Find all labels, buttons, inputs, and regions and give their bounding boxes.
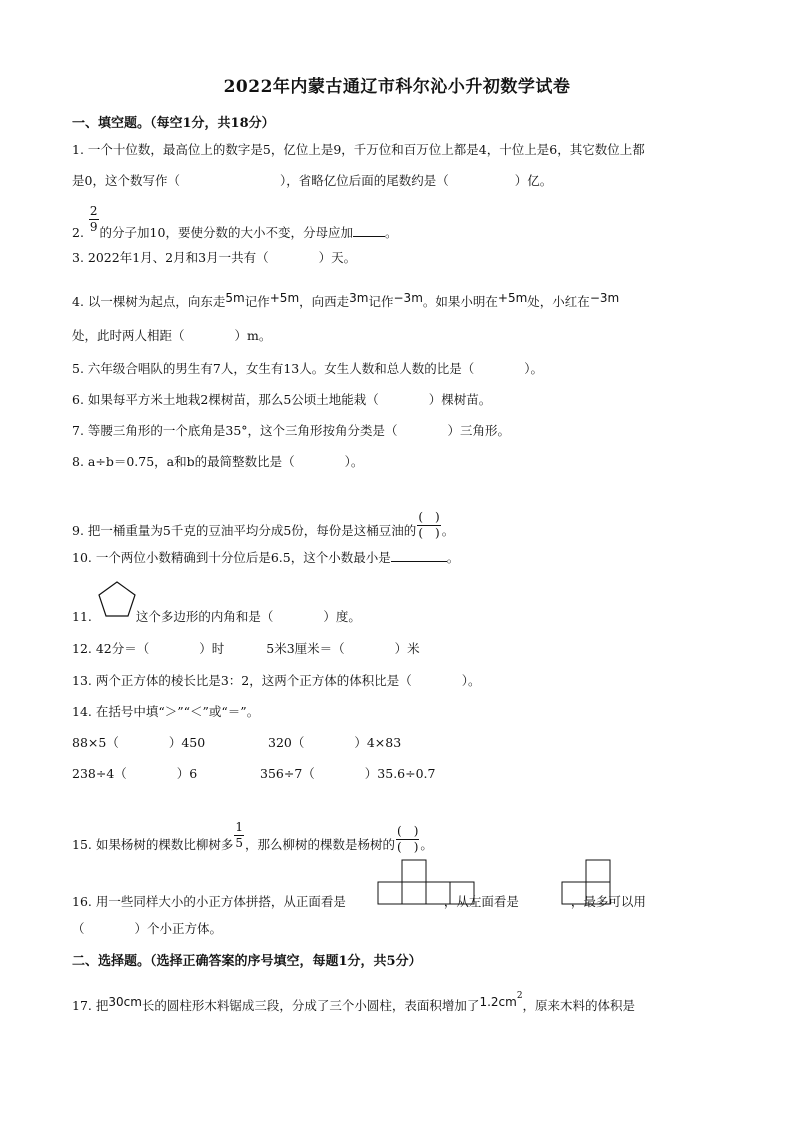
fraction-numerator: 2 (89, 204, 98, 218)
question-4-line-1 (72, 291, 620, 310)
fraction-numerator-blank: ( ) (397, 824, 419, 838)
question-12-part-b: 5米3厘米＝（ ）米 (266, 641, 420, 656)
math-30cm: 30cm (108, 995, 142, 1009)
question-4-line-2: 处，此时两人相距（ ）m。 (72, 328, 272, 343)
question-1-line-2 (72, 173, 552, 189)
question-17-text: ，原来木料的体积是 (522, 998, 636, 1013)
question-4-text: 处，小红在 (527, 294, 590, 309)
comparison-1: 88×5（ ）450 (72, 735, 206, 750)
math-superscript: 2 (516, 991, 523, 1001)
question-13: 13. 两个正方体的棱长比是3：2，这两个正方体的体积比是（ ）。 (72, 673, 481, 688)
question-14: 14. 在括号中填“＞”“＜”或“＝”。 (72, 704, 260, 719)
question-4-text: 记作 (368, 294, 394, 309)
question-4-text: ，向西走 (299, 294, 350, 309)
question-11-text: 这个多边形的内角和是（ ）度。 (135, 609, 361, 624)
fraction-one-fifth (234, 820, 244, 851)
question-17-text: 17. 把 (72, 998, 109, 1013)
question-16-text: ，从左面看是 (443, 894, 519, 909)
question-10-text: 10. 一个两位小数精确到十分位后是6.5，这个小数最小是 (72, 550, 391, 565)
fraction-two-ninths (89, 204, 99, 235)
question-5: 5. 六年级合唱队的男生有7人，女生有13人。女生人数和总人数的比是（ ）。 (72, 361, 544, 376)
answer-blank[interactable] (391, 549, 447, 562)
question-17 (72, 991, 636, 1014)
question-6: 6. 如果每平方米土地栽2棵树苗，那么5公顷土地能栽（ ）棵树苗。 (72, 392, 492, 407)
page-title: 2022年内蒙古通辽市科尔沁小升初数学试卷 (223, 77, 571, 97)
question-1-line-1: 1. 一个十位数，最高位上的数字是5，亿位上是9，千万位和百万位上都是4，十位上是6，其它数位上都 (72, 142, 645, 157)
math-minus-3m: −3m (393, 291, 423, 305)
question-3: 3. 2022年1月、2月和3月一共有（ ）天。 (72, 250, 357, 265)
question-1-text-b: ），省略亿位后面的尾数约是（ (279, 173, 449, 188)
question-14-row-1 (72, 735, 401, 751)
fraction-denominator-blank: ( ) (418, 526, 440, 540)
fraction-blank[interactable] (396, 824, 419, 855)
question-15-text: ，那么柳树的棵数是杨树的 (245, 837, 396, 852)
question-2-number: 2. (72, 225, 88, 240)
answer-blank[interactable] (353, 224, 385, 237)
question-9 (72, 510, 455, 547)
question-2-text: 的分子加10，要使分数的大小不变，分母应加 (99, 225, 353, 240)
question-10-end: 。 (446, 550, 460, 565)
question-10 (72, 549, 459, 566)
math-3m: 3m (349, 291, 369, 305)
section-1-heading: 一、填空题。（每空1分，共18分） (72, 116, 275, 131)
question-2-end: 。 (384, 225, 398, 240)
section-2-heading: 二、选择题。（选择正确答案的序号填空，每题1分，共5分） (72, 954, 422, 969)
comparison-3: 238÷4（ ）6 (72, 766, 198, 781)
math-minus-3m: −3m (589, 291, 620, 305)
question-9-text: 9. 把一桶重量为5千克的豆油平均分成5份，每份是这桶豆油的 (72, 523, 417, 538)
question-16-text: ，最多可以用 (570, 894, 646, 909)
fraction-denominator: 5 (235, 836, 243, 850)
question-15-text: 15. 如果杨树的棵数比柳树多 (72, 837, 234, 852)
question-9-end: 。 (441, 523, 455, 538)
math-plus-5m: +5m (269, 291, 300, 305)
fraction-blank[interactable] (417, 510, 440, 541)
front-view-figure (378, 860, 476, 906)
pentagon-icon (97, 580, 139, 622)
question-16-line-1 (72, 894, 646, 910)
question-15 (72, 820, 433, 861)
question-2 (72, 204, 398, 240)
fraction-denominator: 9 (89, 220, 98, 234)
question-17-text: 长的圆柱形木料锯成三段，分成了三个小圆柱，表面积增加了 (141, 998, 480, 1013)
left-view-figure (562, 860, 612, 906)
question-16-text: 16. 用一些同样大小的小正方体拼搭，从正面看是 (72, 894, 346, 909)
question-11-number: 11. (72, 609, 92, 624)
math-5m: 5m (225, 291, 245, 305)
question-4-text: 记作 (244, 294, 270, 309)
question-12 (72, 641, 420, 657)
question-4-text: 4. 以一棵树为起点，向东走 (72, 294, 226, 309)
comparison-2: 320（ ）4×83 (268, 735, 402, 750)
question-1-text-c: ）亿。 (514, 173, 553, 188)
math-1-2cm: 1.2cm (479, 995, 517, 1009)
question-16-line-2: （ ）个小正方体。 (72, 921, 223, 936)
fraction-denominator-blank: ( ) (397, 840, 419, 854)
question-14-row-2 (72, 766, 435, 782)
math-plus-5m: +5m (497, 291, 528, 305)
fraction-numerator: 1 (235, 820, 243, 834)
question-1-text-a: 是0，这个数写作（ (72, 173, 180, 188)
question-7: 7. 等腰三角形的一个底角是35°，这个三角形按角分类是（ ）三角形。 (72, 423, 511, 438)
comparison-4: 356÷7（ ）35.6÷0.7 (260, 766, 436, 781)
question-4-text: 。如果小明在 (422, 294, 498, 309)
question-15-end: 。 (420, 837, 433, 852)
question-12-part-a: 12. 42分＝（ ）时 (72, 641, 225, 656)
fraction-numerator-blank: ( ) (418, 510, 440, 524)
question-8: 8. a÷b＝0.75，a和b的最简整数比是（ ）。 (72, 454, 364, 469)
